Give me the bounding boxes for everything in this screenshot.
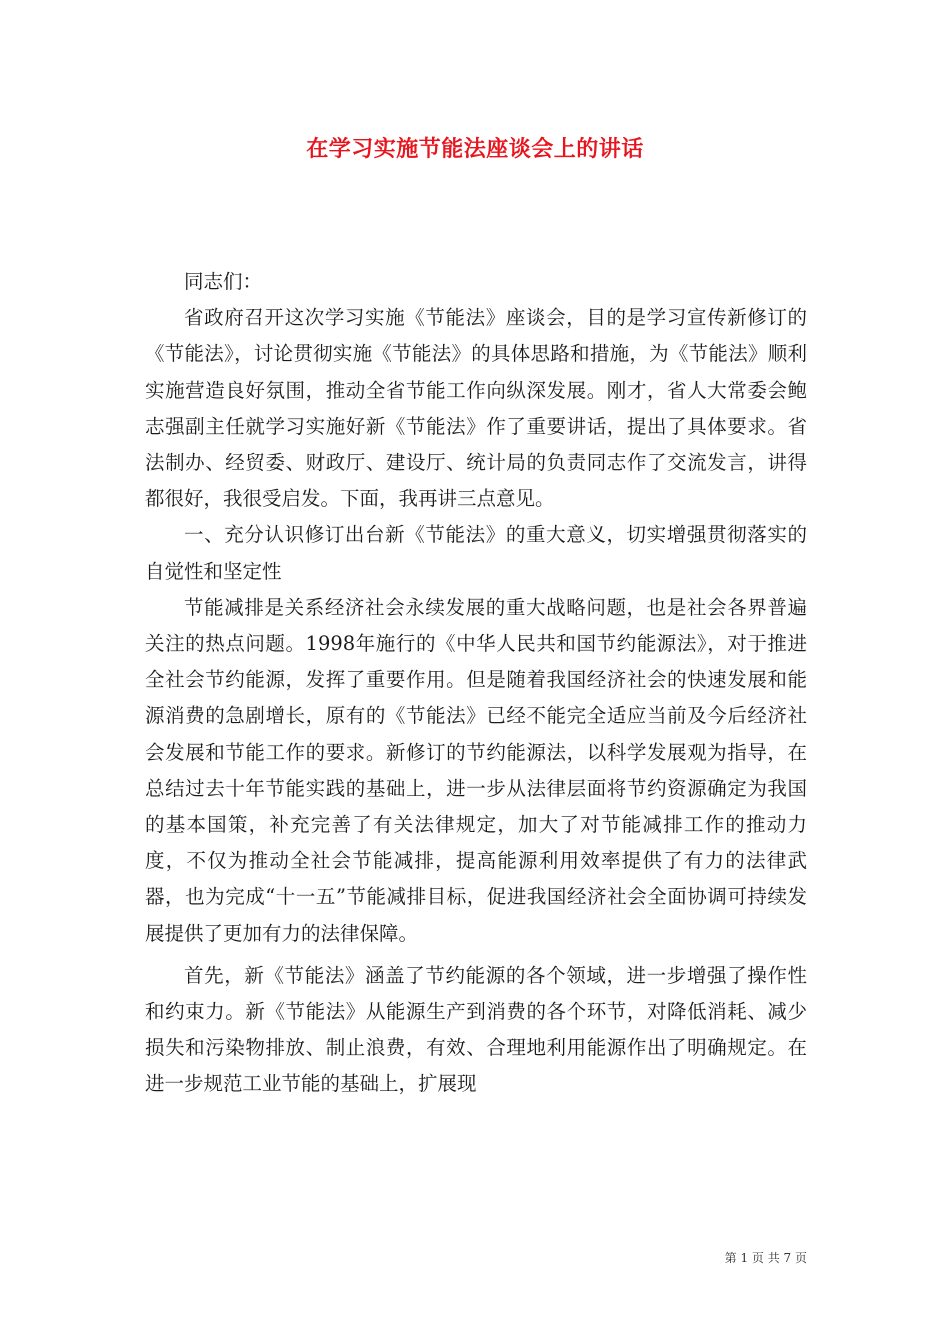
salutation-paragraph: 同志们：	[184, 270, 263, 293]
document-title: 在学习实施节能法座谈会上的讲话	[306, 136, 644, 162]
body-paragraph: 首先，新《节能法》涵盖了节约能源的各个领域，进一步增强了操作性和约束力。新《节能法》从能源生产到消费的各个环节，对降低消耗、减少损失和污染物排放、制止浪费，有效、合理地利用能源作出了明确规定。在进一步规范工业节能的基础上，扩展现	[145, 963, 807, 1096]
body-paragraph: 节能减排是关系经济社会永续发展的重大战略问题，也是社会各界普遍关注的热点问题。1998年施行的《中华人民共和国节约能源法》，对于推进全社会节约能源，发挥了重要作用。但是随着我国经济社会的快速发展和能源消费的急剧增长，原有的《节能法》已经不能完全适应当前及今后经济社会发展和节能工作的要求。新修订的节约能源法，以科学发展观为指导，在总结过去十年节能实践的基础上，进一步从法律层面将节约资源确定为我国的基本国策，补充完善了有关法律规定，加大了对节能减排工作的推动力度，不仅为推动全社会节能减排，提高能源利用效率提供了有力的法律武器，也为完成“十一五”节能减排目标，促进我国经济社会全面协调可持续发展提供了更加有力的法律保障。	[145, 595, 807, 945]
page-number: 第 1 页 共 7 页	[724, 1251, 807, 1265]
intro-paragraph: 省政府召开这次学习实施《节能法》座谈会，目的是学习宣传新修订的《节能法》，讨论贯彻实施《节能法》的具体思路和措施，为《节能法》顺利实施营造良好氛围，推动全省节能工作向纵深发展。刚才，省人大常委会鲍志强副主任就学习实施好新《节能法》作了重要讲话，提出了具体要求。省法制办、经贸委、财政厅、建设厅、统计局的负责同志作了交流发言，讲得都很好，我很受启发。下面，我再讲三点意见。	[145, 306, 807, 511]
document-body	[145, 264, 807, 1103]
section-heading-1: 一、充分认识修订出台新《节能法》的重大意义，切实增强贯彻落实的自觉性和坚定性	[145, 523, 807, 583]
